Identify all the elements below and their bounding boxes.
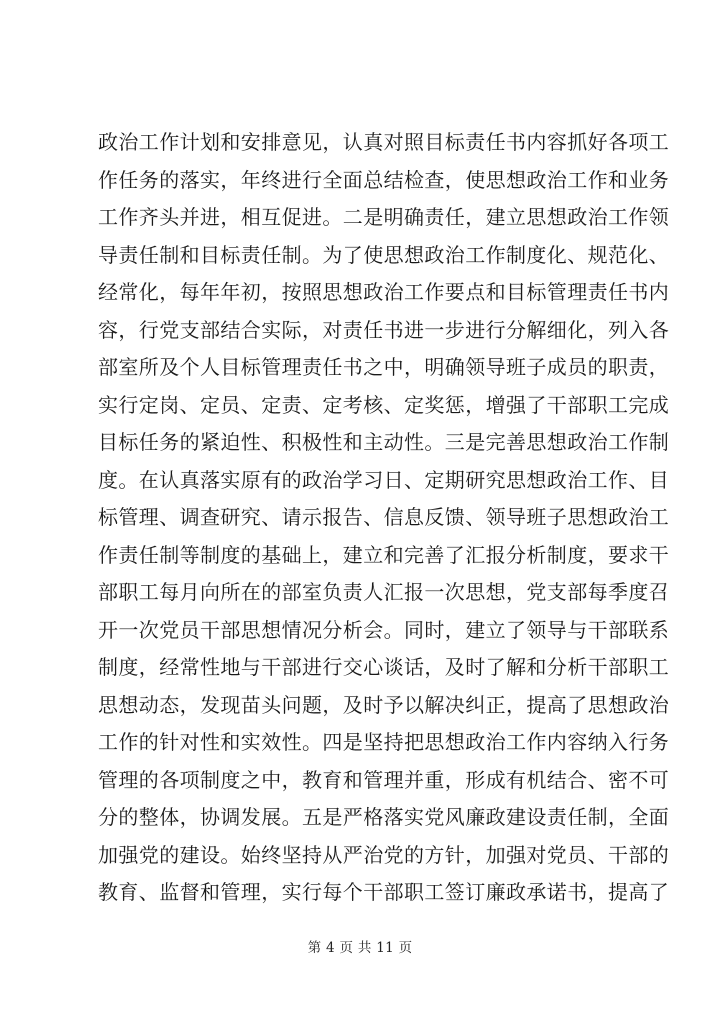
text-line: 思想动态，发现苗头问题，及时予以解决纠正，提高了思想政治 — [98, 692, 670, 717]
text-line: 制度，经常性地与干部进行交心谈话，及时了解和分析干部职工 — [98, 655, 670, 679]
text-line: 度。在认真落实原有的政治学习日、定期研究思想政治工作、目 — [98, 467, 670, 492]
text-line: 工作齐头并进，相互促进。二是明确责任，建立思想政治工作领 — [98, 205, 670, 229]
text-line: 容，行党支部结合实际，对责任书进一步进行分解细化，列入各 — [98, 317, 670, 342]
text-line: 教育、监督和管理，实行每个干部职工签订廉政承诺书，提高了 — [98, 880, 670, 904]
text-line: 加强党的建设。始终坚持从严治党的方针，加强对党员、干部的 — [98, 842, 670, 867]
body-text — [98, 124, 670, 912]
text-line: 分的整体，协调发展。五是严格落实党风廉政建设责任制，全面 — [98, 805, 670, 829]
text-line: 导责任制和目标责任制。为了使思想政治工作制度化、规范化、 — [98, 242, 670, 267]
text-line: 实行定岗、定员、定责、定考核、定奖惩，增强了干部职工完成 — [98, 392, 670, 417]
text-line: 作任务的落实，年终进行全面总结检查，使思想政治工作和业务 — [98, 167, 670, 192]
text-line: 经常化，每年年初，按照思想政治工作要点和目标管理责任书内 — [98, 280, 670, 304]
text-line: 政治工作计划和安排意见，认真对照目标责任书内容抓好各项工 — [98, 130, 670, 154]
text-line: 部职工每月向所在的部室负责人汇报一次思想，党支部每季度召 — [98, 580, 670, 604]
text-line: 工作的针对性和实效性。四是坚持把思想政治工作内容纳入行务 — [98, 730, 670, 754]
text-line: 标管理、调查研究、请示报告、信息反馈、领导班子思想政治工 — [98, 505, 670, 529]
page-footer: 第 4 页 共 11 页 — [307, 940, 413, 956]
text-line: 部室所及个人目标管理责任书之中，明确领导班子成员的职责， — [98, 355, 670, 379]
text-line: 管理的各项制度之中，教育和管理并重，形成有机结合、密不可 — [98, 767, 670, 792]
text-line: 开一次党员干部思想情况分析会。同时，建立了领导与干部联系 — [98, 617, 670, 642]
text-line: 目标任务的紧迫性、积极性和主动性。三是完善思想政治工作制 — [98, 430, 670, 454]
text-line: 作责任制等制度的基础上，建立和完善了汇报分析制度，要求干 — [98, 542, 670, 567]
